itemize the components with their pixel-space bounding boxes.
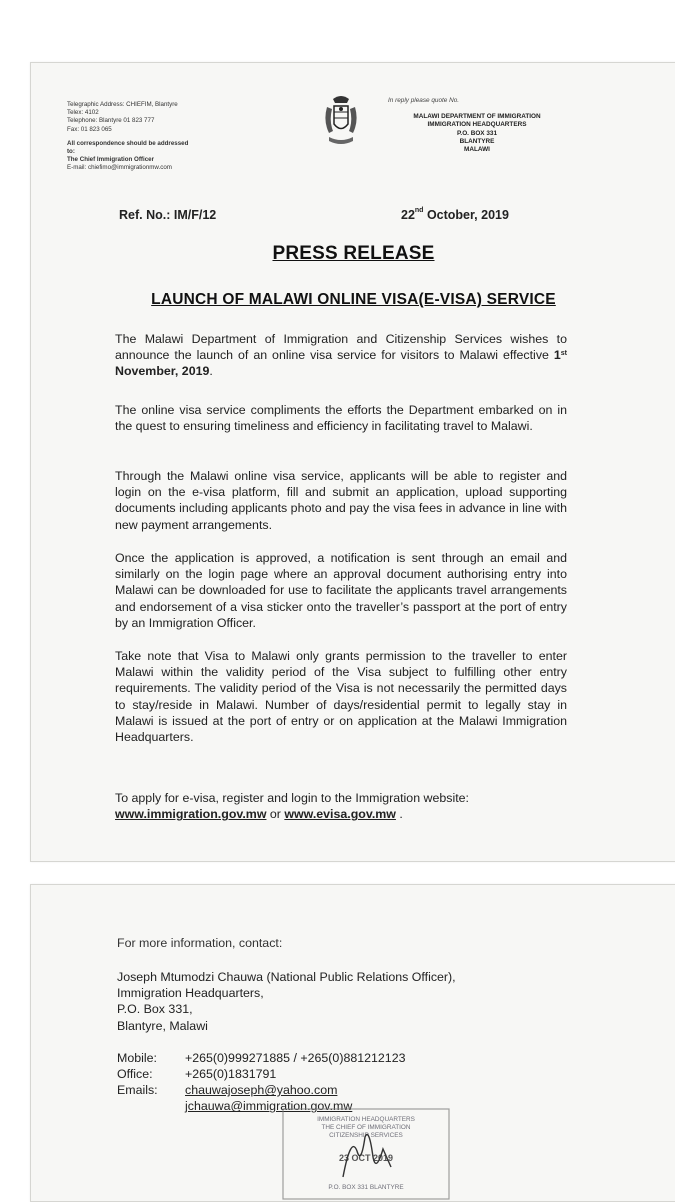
stamp-line-3: CITIZENSHIP SERVICES <box>329 1132 403 1139</box>
letterhead-email: E-mail: chiefimo@immigrationmw.com <box>67 164 172 172</box>
letterhead-contact-block <box>67 101 188 173</box>
dept-po-box: P.O. BOX 331 <box>456 129 498 137</box>
paragraph-apply: To apply for e-visa, register and login to the Immigration website: www.immigration.gov.mw or www.evisa.gov.mw . <box>115 791 469 822</box>
immigration-website-link[interactable]: www.immigration.gov.mw <box>115 807 267 822</box>
contact-city: Blantyre, Malawi <box>117 1018 208 1033</box>
fax: Fax: 01 823 065 <box>67 125 112 133</box>
reference-number: Ref. No.: IM/F/12 <box>119 208 217 222</box>
paragraph-validity-note: Take note that Visa to Malawi only grants permission to the traveller to enter Malawi within the validity period of the Visa subject to fulfilling other entry requirements. The validity period of the Visa is not necessarily the permitted days to stay/reside in Malawi. Number of days/residential permit to legally stay in Malawi is issued at the port of entry or on application at the Malawi Immigration Headquarters. <box>115 649 567 745</box>
contact-org: Immigration Headquarters, <box>117 986 264 1001</box>
press-release-page-1 <box>30 62 675 862</box>
dept-hq: IMMIGRATION HEADQUARTERS <box>427 121 527 129</box>
telephone: Telephone: Blantyre 01 823 777 <box>67 117 155 125</box>
stamp-box: P.O. BOX 331 BLANTYRE <box>328 1184 404 1191</box>
office-row: Office: +265(0)1831791 <box>117 1067 277 1082</box>
paragraph-approval: Once the application is approved, a notification is sent through an email and similarly on the login page where an approval document authorising entry into Malawi can be downloaded for use to facilitate the applicants travel arrangements and endorsement of a visa sticker onto the traveller’s passport at the port of entry by an Immigration Officer. <box>115 551 567 630</box>
contact-block <box>117 969 456 1115</box>
press-release-page-2 <box>30 884 675 1202</box>
correspondence-note-to: to: <box>67 148 75 156</box>
stamp-line-1: IMMIGRATION HEADQUARTERS <box>317 1116 415 1123</box>
correspondence-addressee: The Chief Immigration Officer <box>67 156 154 164</box>
telex: Telex: 4102 <box>67 109 99 117</box>
letterhead-address-block <box>388 97 566 154</box>
contact-po-box: P.O. Box 331, <box>117 1002 193 1017</box>
dept-name: MALAWI DEPARTMENT OF IMMIGRATION <box>413 113 541 121</box>
stamp-line-2: THE CHIEF OF IMMIGRATION <box>321 1124 411 1131</box>
stamp-date: 23 OCT 2019 <box>338 1153 394 1163</box>
dept-city: BLANTYRE <box>459 137 495 145</box>
contact-name: Joseph Mtumodzi Chauwa (National Public Relations Officer), <box>117 970 456 984</box>
correspondence-note: All correspondence should be addressed <box>67 139 189 147</box>
dept-country: MALAWI <box>464 146 490 154</box>
email-yahoo-link[interactable]: chauwajoseph@yahoo.com <box>185 1083 338 1098</box>
telegraphic-address: Telegraphic Address: CHIEFIM, Blantyre <box>67 101 178 108</box>
office-number: +265(0)1831791 <box>185 1067 277 1082</box>
release-subtitle: LAUNCH OF MALAWI ONLINE VISA(E-VISA) SERVICE <box>151 291 556 308</box>
mobile-row: Mobile: +265(0)999271885 / +265(0)881212123 <box>117 1050 406 1065</box>
contact-heading: For more information, contact: <box>117 936 283 950</box>
paragraph-purpose: The online visa service compliments the efforts the Department embarked on in the quest to ensuring timeliness and efficiency in facilitating travel to Malawi. <box>115 403 567 434</box>
paragraph-process: Through the Malawi online visa service, applicants will be able to register and login on the e-visa platform, fill and submit an application, upload supporting documents including applicants photo and pay the visa fees in advance in line with new payment arrangements. <box>115 469 567 532</box>
emails-row: Emails: chauwajoseph@yahoo.com <box>117 1083 338 1098</box>
mobile-numbers: +265(0)999271885 / +265(0)881212123 <box>185 1050 406 1065</box>
paragraph-announcement: The Malawi Department of Immigration and Citizenship Services wishes to announce the launch of an online visa service for visitors to Malawi effective 1st November, 2019. <box>115 332 567 379</box>
email-immigration-link[interactable]: jchauwa@immigration.gov.mw <box>185 1099 353 1114</box>
quote-reference-line: In reply please quote No. <box>388 97 460 104</box>
release-date: 22nd October, 2019 <box>401 207 509 222</box>
malawi-coat-of-arms-icon <box>321 93 361 153</box>
official-stamp <box>281 1107 451 1201</box>
evisa-website-link[interactable]: www.evisa.gov.mw <box>284 807 396 822</box>
page-title: PRESS RELEASE <box>272 243 435 264</box>
